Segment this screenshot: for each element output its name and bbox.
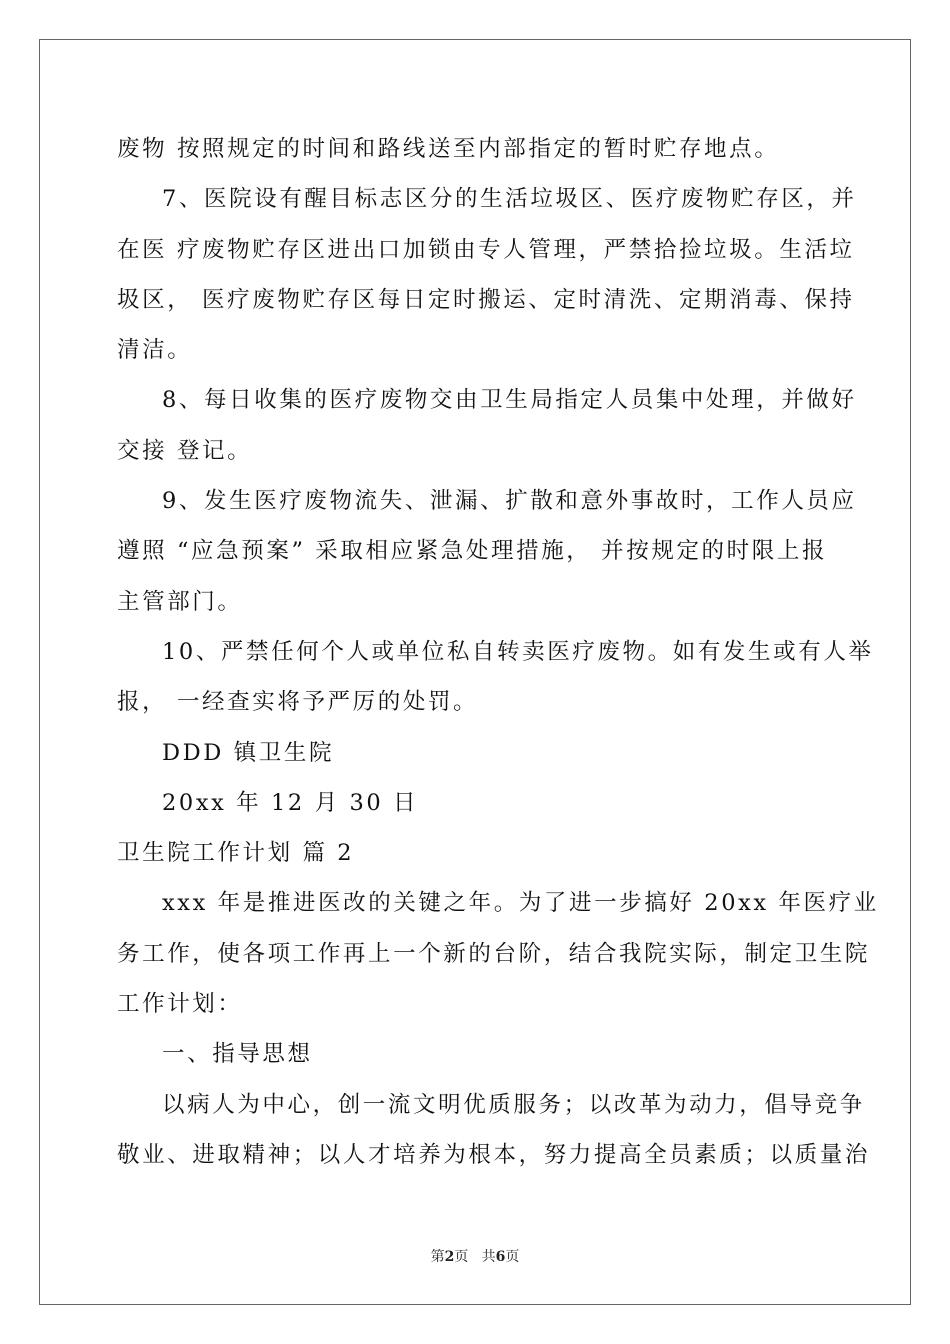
page-footer [0, 1246, 950, 1266]
paragraph-line: 7、医院设有醒目标志区分的生活垃圾区、医疗废物贮存区，并 [162, 186, 857, 213]
total-prefix: 共 [481, 1249, 496, 1265]
section-heading: 卫生院工作计划 篇 2 [117, 840, 355, 867]
paragraph-line: 务工作，使各项工作再上一个新的台阶，结合我院实际，制定卫生院 [117, 940, 871, 967]
paragraph-line: 圾区， 医疗废物贮存区每日定时搬运、定时清洗、定期消毒、保持 [117, 286, 855, 313]
page-number: 2 [444, 1249, 455, 1265]
paragraph-line: 废物 按照规定的时间和路线送至内部指定的暂时贮存地点。 [117, 136, 780, 162]
paragraph-line: 9、发生医疗废物流失、泄漏、扩散和意外事故时，工作人员应 [162, 488, 857, 515]
paragraph-line: 工作计划： [117, 991, 243, 1018]
paragraph-line: 8、每日收集的医疗废物交由卫生局指定人员集中处理，并做好 [162, 387, 857, 414]
paragraph-line: 遵照 “应急预案” 采取相应紧急处理措施， 并按规定的时限上报 [117, 538, 828, 565]
subsection-heading: 一、指导思想 [162, 1041, 313, 1068]
document-body [117, 124, 879, 1180]
signature-date: 20xx 年 12 月 30 日 [162, 789, 419, 816]
paragraph-line: 主管部门。 [117, 588, 243, 615]
paragraph-line: xxx 年是推进医改的关键之年。为了进一步搞好 20xx 年医疗业 [162, 890, 879, 917]
total-pages: 6 [495, 1249, 506, 1265]
paragraph-line: 交接 登记。 [117, 437, 253, 464]
paragraph-line: 以病人为中心，创一流文明优质服务；以改革为动力，倡导竞争 [162, 1091, 865, 1118]
paragraph-line: 10、严禁任何个人或单位私自转卖医疗废物。如有发生或有人举 [162, 638, 874, 665]
signature-org: DDD 镇卫生院 [162, 739, 335, 766]
page-suffix: 页 [454, 1249, 469, 1265]
page-prefix: 第 [430, 1249, 445, 1265]
paragraph-line: 在医 疗废物贮存区进出口加锁由专人管理，严禁拾捡垃圾。生活垃 [117, 236, 855, 263]
paragraph-line: 敬业、进取精神；以人才培养为根本，努力提高全员素质；以质量治 [117, 1141, 871, 1168]
paragraph-line: 报， 一经查实将予严厉的处罚。 [117, 689, 479, 716]
paragraph-line: 清洁。 [117, 337, 193, 364]
total-suffix: 页 [505, 1249, 520, 1265]
